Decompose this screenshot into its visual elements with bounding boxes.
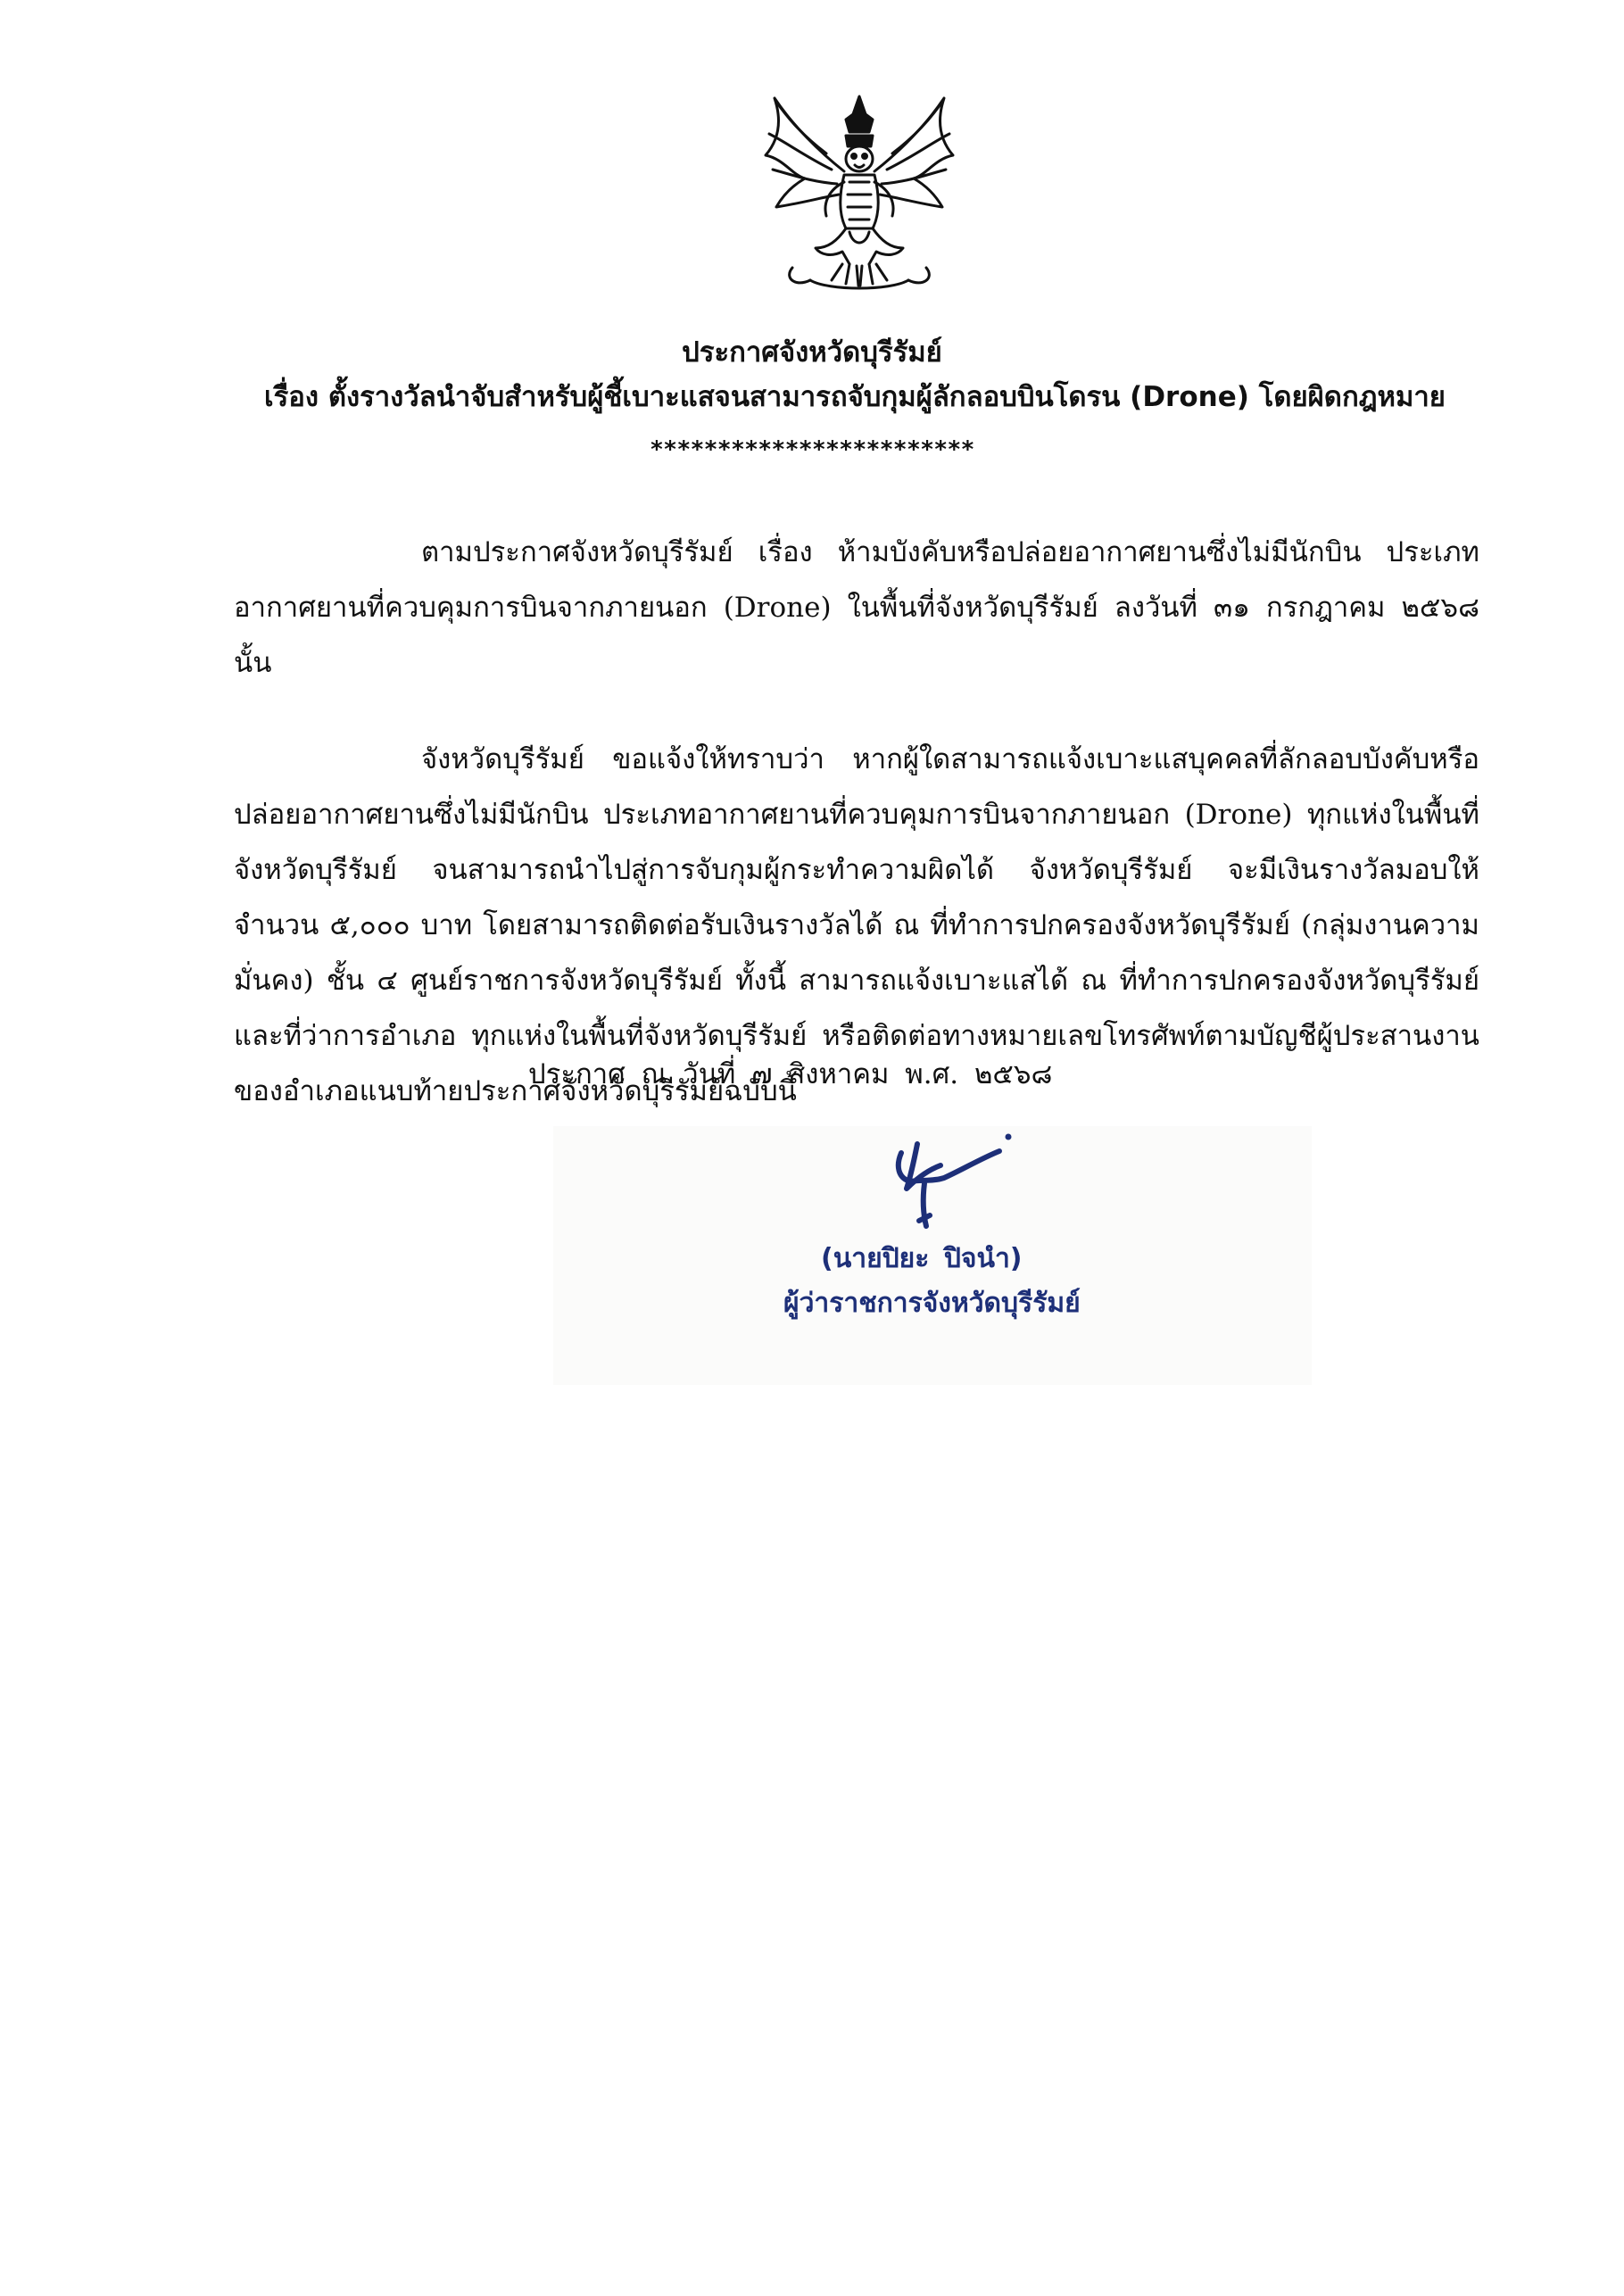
separator-line: ************************ [650, 436, 974, 463]
signature-block [553, 1126, 1312, 1385]
paragraph-reference: ตามประกาศจังหวัดบุรีรัมย์ เรื่อง ห้ามบังคับหรือปล่อยอากาศยานซึ่งไม่มีนักบิน ประเภทอากาศยานที่ควบคุมการบินจากภายนอก (Drone) ในพื้นที่จังหวัดบุรีรัมย์ ลงวันที่ ๓๑ กรกฎาคม ๒๕๖๘ นั้น [234, 536, 1479, 679]
garuda-emblem-icon [757, 89, 962, 296]
announcement-date: ประกาศ ณ วันที่ ๗ สิงหาคม พ.ศ. ๒๕๖๘ [528, 1058, 1053, 1090]
announcement-header [0, 330, 1624, 468]
signer-name: (นายปิยะ ปิจนำ) [821, 1243, 1023, 1274]
announcement-title: ประกาศจังหวัดบุรีรัมย์ [682, 336, 942, 369]
signer-title: ผู้ว่าราชการจังหวัดบุรีรัมย์ [783, 1288, 1081, 1319]
announcement-subject: เรื่อง ตั้งรางวัลนำจับสำหรับผู้ชี้เบาะแสจนสามารถจับกุมผู้ลักลอบบินโดรน (Drone) โดยผิดกฎหมาย [264, 381, 1446, 413]
handwritten-signature [874, 1126, 1017, 1238]
announcement-body [234, 525, 1479, 1119]
paragraph-reward-notice: จังหวัดบุรีรัมย์ ขอแจ้งให้ทราบว่า หากผู้ใดสามารถแจ้งเบาะแสบุคคลที่ลักลอบบังคับหรือปล่อยอากาศยานซึ่งไม่มีนักบิน ประเภทอากาศยานที่ควบคุมการบินจากภายนอก (Drone) ทุกแห่งในพื้นที่จังหวัดบุรีรัมย์ จนสามารถนำไปสู่การจับกุมผู้กระทำความผิดได้ จังหวัดบุรีรัมย์ จะมีเงินรางวัลมอบให้จำนวน ๕,๐๐๐ บาท โดยสามารถติดต่อรับเงินรางวัลได้ ณ ที่ทำการปกครองจังหวัดบุรีรัมย์ (กลุ่มงานความมั่นคง) ชั้น ๔ ศูนย์ราชการจังหวัดบุรีรัมย์ ทั้งนี้ สามารถแจ้งเบาะแสได้ ณ ที่ทำการปกครองจังหวัดบุรีรัมย์ และที่ว่าการอำเภอ ทุกแห่งในพื้นที่จังหวัดบุรีรัมย์ หรือติดต่อทางหมายเลขโทรศัพท์ตามบัญชีผู้ประสานงานของอำเภอแนบท้ายประกาศจังหวัดบุรีรัมย์ฉบับนี้ [234, 743, 1479, 1107]
